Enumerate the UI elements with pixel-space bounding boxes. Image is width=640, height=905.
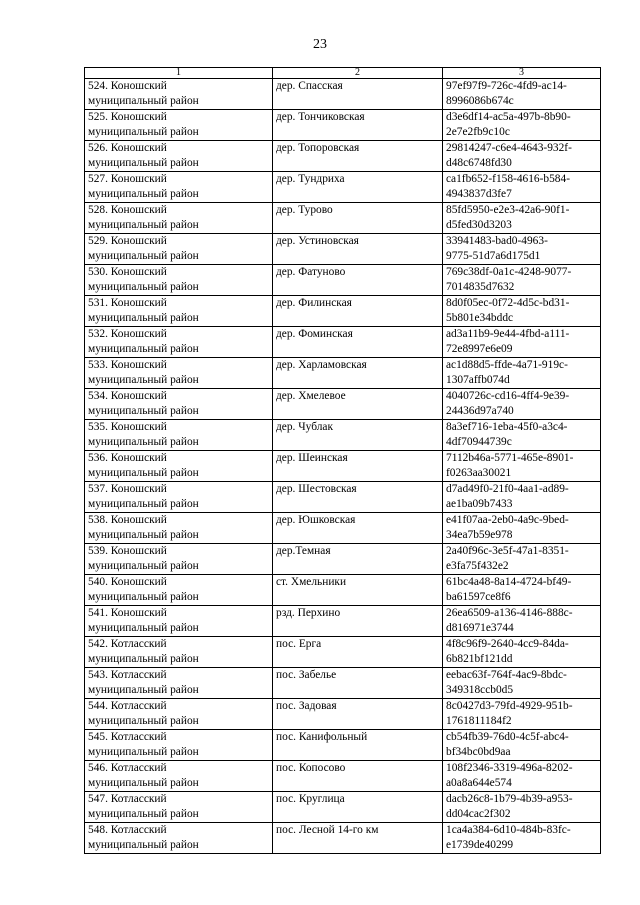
- code-line: 8996086b674c: [446, 95, 514, 107]
- code-line: d816971e3744: [446, 622, 514, 634]
- settlement-cell: [273, 699, 443, 730]
- district-cell: [85, 203, 273, 234]
- table-row: [85, 482, 601, 513]
- column-header-1: 1: [85, 68, 273, 79]
- settlement-cell: [273, 296, 443, 327]
- table-row: [85, 327, 601, 358]
- table-row: [85, 544, 601, 575]
- district-cell: [85, 699, 273, 730]
- settlement-cell: [273, 730, 443, 761]
- district-line: 536. Коношский: [88, 452, 167, 464]
- settlement-cell: [273, 761, 443, 792]
- code-cell: [443, 730, 601, 761]
- code-line: d48c6748fd30: [446, 157, 512, 169]
- district-line: 546. Котласский: [88, 762, 167, 774]
- district-line: муниципальный район: [88, 746, 199, 758]
- district-cell: [85, 172, 273, 203]
- settlement-name: дер.Темная: [276, 545, 331, 557]
- district-line: муниципальный район: [88, 684, 199, 696]
- code-line: ac1d88d5-ffde-4a71-919c-: [446, 359, 568, 371]
- settlement-name: пос. Ерга: [276, 638, 322, 650]
- district-line: 537. Коношский: [88, 483, 167, 495]
- code-cell: [443, 544, 601, 575]
- district-line: муниципальный район: [88, 405, 199, 417]
- code-line: 29814247-c6e4-4643-932f-: [446, 142, 572, 154]
- district-cell: [85, 792, 273, 823]
- district-cell: [85, 637, 273, 668]
- code-line: 8a3ef716-1eba-45f0-a3c4-: [446, 421, 568, 433]
- table-row: [85, 575, 601, 606]
- code-line: ae1ba09b7433: [446, 498, 513, 510]
- code-line: dd04cac2f302: [446, 808, 511, 820]
- district-line: 525. Коношский: [88, 111, 167, 123]
- code-line: 1ca4a384-6d10-484b-83fc-: [446, 824, 571, 836]
- district-cell: [85, 668, 273, 699]
- settlement-name: дер. Тундриха: [276, 173, 345, 185]
- settlement-name: пос. Канифольный: [276, 731, 368, 743]
- district-line: муниципальный район: [88, 591, 199, 603]
- table-row: [85, 358, 601, 389]
- district-cell: [85, 327, 273, 358]
- settlement-name: дер. Хмелевое: [276, 390, 346, 402]
- settlement-cell: [273, 141, 443, 172]
- district-cell: [85, 358, 273, 389]
- settlement-name: дер. Тончиковская: [276, 111, 365, 123]
- table-header-row: [85, 68, 601, 79]
- code-line: 8d0f05ec-0f72-4d5c-bd31-: [446, 297, 570, 309]
- settlement-name: дер. Шеинская: [276, 452, 348, 464]
- district-cell: [85, 482, 273, 513]
- table-row: [85, 234, 601, 265]
- district-line: муниципальный район: [88, 281, 199, 293]
- code-cell: [443, 792, 601, 823]
- code-line: e3fa75f432e2: [446, 560, 509, 572]
- page-number: 23: [313, 37, 327, 52]
- settlement-cell: [273, 172, 443, 203]
- code-line: 2a40f96c-3e5f-47a1-8351-: [446, 545, 569, 557]
- table-row: [85, 730, 601, 761]
- district-line: 528. Коношский: [88, 204, 167, 216]
- settlement-cell: [273, 265, 443, 296]
- code-cell: [443, 575, 601, 606]
- code-line: ad3a11b9-9e44-4fbd-a111-: [446, 328, 570, 340]
- code-cell: [443, 265, 601, 296]
- column-header-2: 2: [273, 68, 443, 79]
- table-row: [85, 203, 601, 234]
- district-line: муниципальный район: [88, 250, 199, 262]
- table-row: [85, 606, 601, 637]
- code-line: 85fd5950-e2e3-42a6-90f1-: [446, 204, 570, 216]
- district-cell: [85, 265, 273, 296]
- code-line: 4df70944739c: [446, 436, 512, 448]
- code-cell: [443, 606, 601, 637]
- settlement-cell: [273, 327, 443, 358]
- table-row: [85, 265, 601, 296]
- district-line: 541. Коношский: [88, 607, 167, 619]
- code-line: 5b801e34bddc: [446, 312, 514, 324]
- district-line: муниципальный район: [88, 188, 199, 200]
- code-cell: [443, 358, 601, 389]
- district-cell: [85, 79, 273, 110]
- table-row: [85, 513, 601, 544]
- district-line: муниципальный район: [88, 157, 199, 169]
- code-cell: [443, 668, 601, 699]
- district-cell: [85, 141, 273, 172]
- code-cell: [443, 79, 601, 110]
- district-line: 532. Коношский: [88, 328, 167, 340]
- code-cell: [443, 637, 601, 668]
- settlement-name: дер. Филинская: [276, 297, 352, 309]
- district-cell: [85, 389, 273, 420]
- code-line: cb54fb39-76d0-4c5f-abc4-: [446, 731, 569, 743]
- code-cell: [443, 699, 601, 730]
- code-line: 26ea6509-a136-4146-888c-: [446, 607, 573, 619]
- code-line: d7ad49f0-21f0-4aa1-ad89-: [446, 483, 569, 495]
- settlement-cell: [273, 389, 443, 420]
- district-line: муниципальный район: [88, 808, 199, 820]
- code-line: 7112b46a-5771-465e-8901-: [446, 452, 574, 464]
- district-line: муниципальный район: [88, 95, 199, 107]
- code-cell: [443, 823, 601, 854]
- code-line: 24436d97a740: [446, 405, 514, 417]
- district-line: муниципальный район: [88, 126, 199, 138]
- district-line: 544. Котласский: [88, 700, 167, 712]
- table-row: [85, 451, 601, 482]
- code-line: 6b821bf121dd: [446, 653, 513, 665]
- registry-table: [84, 67, 601, 854]
- district-cell: [85, 234, 273, 265]
- settlement-cell: [273, 482, 443, 513]
- code-line: d3e6df14-ac5a-497b-8b90-: [446, 111, 571, 123]
- code-line: 8c0427d3-79fd-4929-951b-: [446, 700, 573, 712]
- settlement-name: дер. Спасская: [276, 80, 343, 92]
- district-line: 542. Котласский: [88, 638, 167, 650]
- district-cell: [85, 420, 273, 451]
- column-header-3: 3: [443, 68, 601, 79]
- code-line: 349318ccb0d5: [446, 684, 514, 696]
- district-cell: [85, 606, 273, 637]
- district-line: муниципальный район: [88, 529, 199, 541]
- code-line: 769c38df-0a1c-4248-9077-: [446, 266, 572, 278]
- code-line: 9775-51d7a6d175d1: [446, 250, 541, 262]
- district-line: 540. Коношский: [88, 576, 167, 588]
- code-line: e41f07aa-2eb0-4a9c-9bed-: [446, 514, 569, 526]
- district-line: 535. Коношский: [88, 421, 167, 433]
- code-line: 108f2346-3319-496a-8202-: [446, 762, 573, 774]
- district-line: 531. Коношский: [88, 297, 167, 309]
- district-line: 547. Котласский: [88, 793, 167, 805]
- settlement-name: пос. Задовая: [276, 700, 337, 712]
- code-cell: [443, 482, 601, 513]
- table-row: [85, 110, 601, 141]
- code-line: 4943837d3fe7: [446, 188, 512, 200]
- settlement-cell: [273, 203, 443, 234]
- table-row: [85, 172, 601, 203]
- district-cell: [85, 544, 273, 575]
- code-line: 61bc4a48-8a14-4724-bf49-: [446, 576, 572, 588]
- table-row: [85, 389, 601, 420]
- code-line: a0a8a644e574: [446, 777, 512, 789]
- settlement-cell: [273, 606, 443, 637]
- settlement-cell: [273, 792, 443, 823]
- district-line: муниципальный район: [88, 374, 199, 386]
- table-row: [85, 79, 601, 110]
- settlement-name: рзд. Перхино: [276, 607, 341, 619]
- district-line: муниципальный район: [88, 777, 199, 789]
- settlement-name: дер. Юшковская: [276, 514, 356, 526]
- table-row: [85, 296, 601, 327]
- district-line: 534. Коношский: [88, 390, 167, 402]
- table-row: [85, 637, 601, 668]
- district-line: муниципальный район: [88, 343, 199, 355]
- district-line: муниципальный район: [88, 498, 199, 510]
- code-line: 72e8997e6e09: [446, 343, 513, 355]
- district-cell: [85, 110, 273, 141]
- table-row: [85, 141, 601, 172]
- code-cell: [443, 451, 601, 482]
- settlement-cell: [273, 513, 443, 544]
- settlement-name: пос. Копосово: [276, 762, 346, 774]
- district-cell: [85, 575, 273, 606]
- district-cell: [85, 513, 273, 544]
- code-line: 97ef97f9-726c-4fd9-ac14-: [446, 80, 567, 92]
- code-cell: [443, 172, 601, 203]
- settlement-name: дер. Устиновская: [276, 235, 359, 247]
- district-cell: [85, 730, 273, 761]
- district-line: муниципальный район: [88, 219, 199, 231]
- district-line: муниципальный район: [88, 622, 199, 634]
- settlement-cell: [273, 637, 443, 668]
- district-line: муниципальный район: [88, 436, 199, 448]
- code-line: 34ea7b59e978: [446, 529, 513, 541]
- code-cell: [443, 389, 601, 420]
- district-line: муниципальный район: [88, 839, 199, 851]
- settlement-cell: [273, 420, 443, 451]
- code-cell: [443, 327, 601, 358]
- settlement-cell: [273, 358, 443, 389]
- code-line: bf34bc0bd9aa: [446, 746, 511, 758]
- table-body: [85, 79, 601, 854]
- table-row: [85, 792, 601, 823]
- settlement-name: дер. Турово: [276, 204, 333, 216]
- code-cell: [443, 110, 601, 141]
- district-line: 538. Коношский: [88, 514, 167, 526]
- code-line: ca1fb652-f158-4616-b584-: [446, 173, 570, 185]
- code-line: 1307affb074d: [446, 374, 510, 386]
- settlement-name: дер. Харламовская: [276, 359, 367, 371]
- settlement-cell: [273, 110, 443, 141]
- district-line: муниципальный район: [88, 467, 199, 479]
- district-cell: [85, 296, 273, 327]
- district-line: 539. Коношский: [88, 545, 167, 557]
- settlement-name: дер. Фатуново: [276, 266, 346, 278]
- code-line: 33941483-bad0-4963-: [446, 235, 548, 247]
- settlement-cell: [273, 234, 443, 265]
- table-row: [85, 420, 601, 451]
- settlement-name: дер. Чублак: [276, 421, 333, 433]
- settlement-cell: [273, 575, 443, 606]
- code-line: ba61597ce8f6: [446, 591, 511, 603]
- code-cell: [443, 141, 601, 172]
- code-cell: [443, 513, 601, 544]
- code-cell: [443, 420, 601, 451]
- district-line: 548. Котласский: [88, 824, 167, 836]
- settlement-cell: [273, 668, 443, 699]
- settlement-name: пос. Забелье: [276, 669, 337, 681]
- district-line: муниципальный район: [88, 560, 199, 572]
- district-line: 530. Коношский: [88, 266, 167, 278]
- district-cell: [85, 451, 273, 482]
- table-row: [85, 699, 601, 730]
- settlement-name: дер. Топоровская: [276, 142, 360, 154]
- code-line: 2e7e2fb9c10c: [446, 126, 510, 138]
- district-line: 543. Котласский: [88, 669, 167, 681]
- code-line: dacb26c8-1b79-4b39-a953-: [446, 793, 573, 805]
- code-cell: [443, 296, 601, 327]
- settlement-cell: [273, 451, 443, 482]
- code-line: f0263aa30021: [446, 467, 512, 479]
- code-line: 4040726c-cd16-4ff4-9e39-: [446, 390, 570, 402]
- settlement-name: пос. Круглица: [276, 793, 345, 805]
- district-line: 533. Коношский: [88, 359, 167, 371]
- table-row: [85, 761, 601, 792]
- settlement-cell: [273, 544, 443, 575]
- settlement-name: дер. Фоминская: [276, 328, 353, 340]
- table-row: [85, 823, 601, 854]
- district-line: 529. Коношский: [88, 235, 167, 247]
- code-line: e1739de40299: [446, 839, 514, 851]
- code-cell: [443, 203, 601, 234]
- code-cell: [443, 234, 601, 265]
- settlement-name: дер. Шестовская: [276, 483, 357, 495]
- settlement-cell: [273, 79, 443, 110]
- settlement-name: ст. Хмельники: [276, 576, 347, 588]
- district-cell: [85, 823, 273, 854]
- district-cell: [85, 761, 273, 792]
- code-cell: [443, 761, 601, 792]
- district-line: муниципальный район: [88, 312, 199, 324]
- district-line: 524. Коношский: [88, 80, 167, 92]
- district-line: муниципальный район: [88, 653, 199, 665]
- district-line: 545. Котласский: [88, 731, 167, 743]
- code-line: 7014835d7632: [446, 281, 515, 293]
- district-line: 526. Коношский: [88, 142, 167, 154]
- code-line: eebac63f-764f-4ac9-8bdc-: [446, 669, 567, 681]
- code-line: 1761811184f2: [446, 715, 512, 727]
- district-line: муниципальный район: [88, 715, 199, 727]
- district-line: 527. Коношский: [88, 173, 167, 185]
- settlement-cell: [273, 823, 443, 854]
- settlement-name: пос. Лесной 14-го км: [276, 824, 379, 836]
- code-line: d5fed30d3203: [446, 219, 512, 231]
- code-line: 4f8c96f9-2640-4cc9-84da-: [446, 638, 569, 650]
- table-row: [85, 668, 601, 699]
